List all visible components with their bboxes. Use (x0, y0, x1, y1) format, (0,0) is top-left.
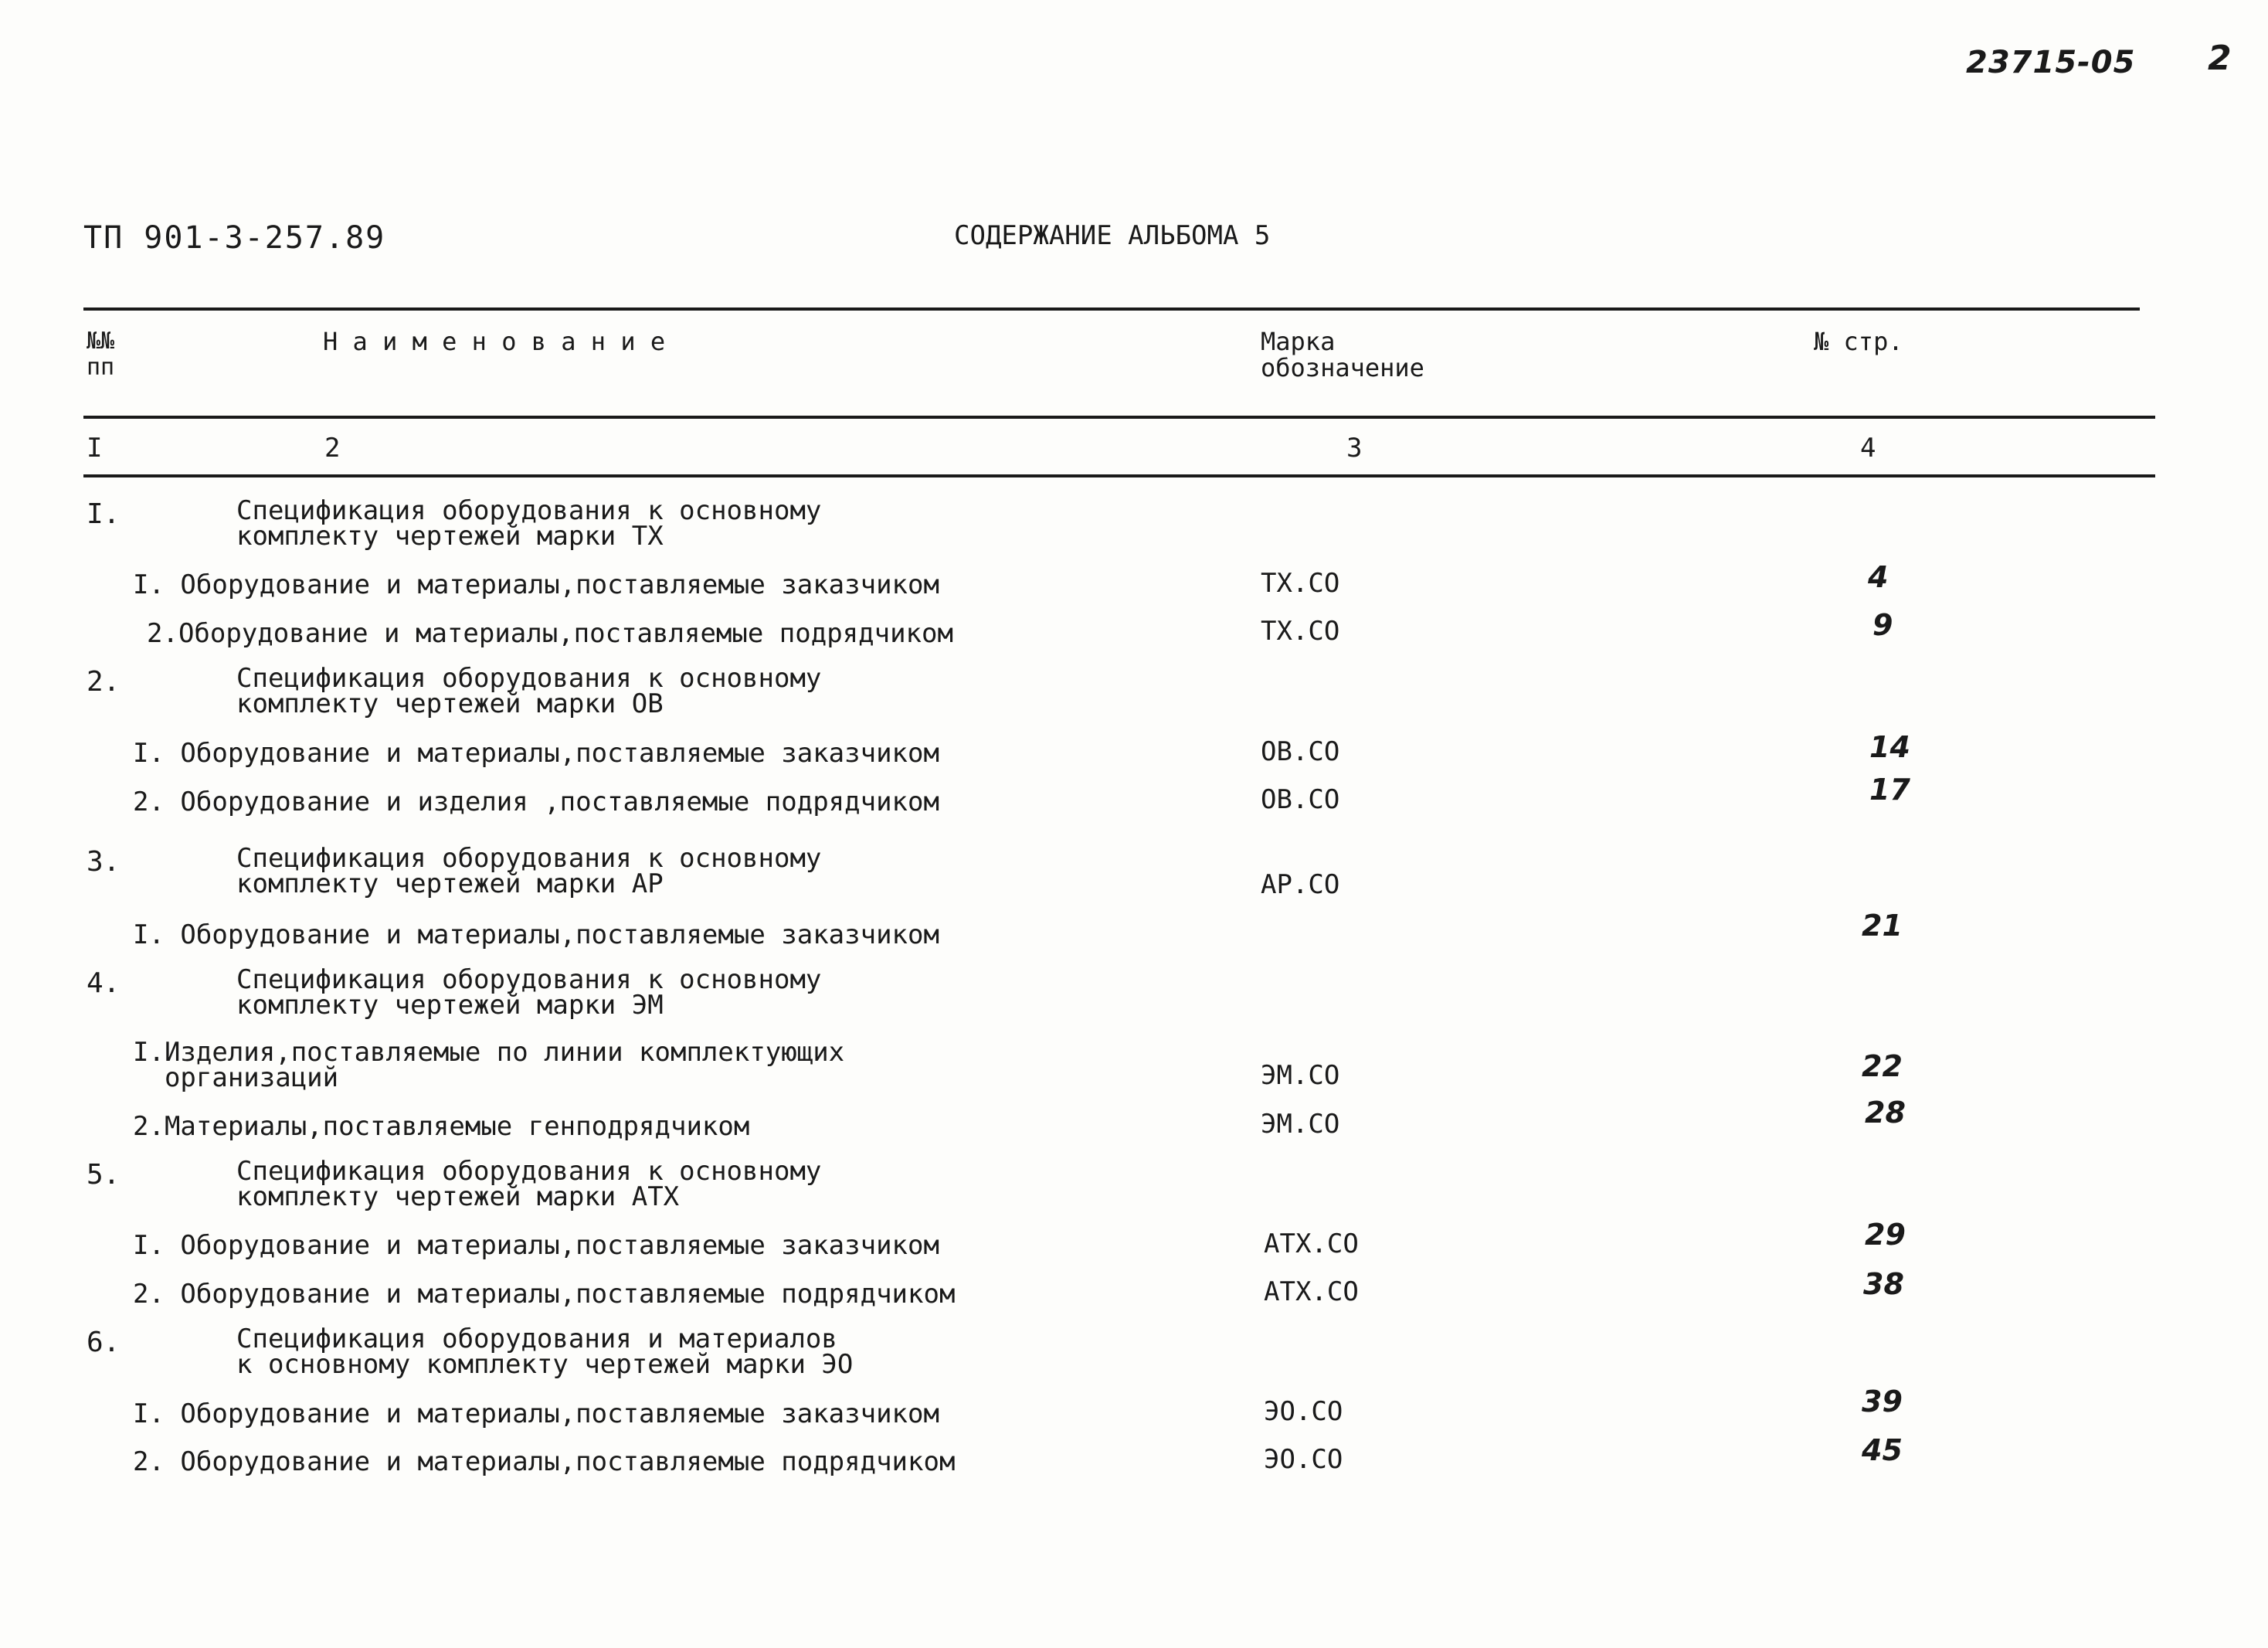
list-item-text: 2. Оборудование и материалы,поставляемые подрядчиком (133, 1446, 956, 1477)
list-item-text: 2.Оборудование и материалы,поставляемые подрядчиком (147, 618, 953, 649)
list-item-page: 28 (1865, 1096, 1906, 1130)
list-item-text: I. Оборудование и материалы,поставляемые заказчиком (133, 1230, 939, 1261)
section-number: 2. (87, 666, 121, 698)
list-item-page: 39 (1862, 1385, 1903, 1419)
list-item-page: 45 (1862, 1433, 1903, 1467)
list-item-page: 22 (1862, 1049, 1903, 1083)
list-item-mark: АТХ.СО (1264, 1276, 1359, 1307)
list-item-text: I. Оборудование и материалы,поставляемые заказчиком (133, 569, 939, 600)
list-item-mark: ЭМ.СО (1261, 1060, 1340, 1091)
list-item-text: 2. Оборудование и изделия ,поставляемые подрядчиком (133, 787, 939, 817)
list-item-text: I. Оборудование и материалы,поставляемые заказчиком (133, 919, 939, 950)
list-item-text: 2.Материалы,поставляемые генподрядчиком (133, 1111, 750, 1142)
list-item-page: 4 (1868, 560, 1889, 594)
list-item-page: 9 (1872, 608, 1893, 642)
list-item-text: I. Оборудование и материалы,поставляемые заказчиком (133, 738, 939, 769)
section-number: 3. (87, 846, 121, 878)
header-mark: Марка обозначение (1261, 327, 1424, 382)
list-item-mark: ТХ.СО (1261, 568, 1340, 599)
section-title: Спецификация оборудования и материалов к основному комплекту чертежей марки ЭО (236, 1323, 854, 1380)
list-item-mark: АТХ.СО (1264, 1228, 1359, 1259)
header-page: № стр. (1814, 327, 1903, 356)
column-number-3: 3 (1346, 433, 1363, 464)
list-item-mark: ЭО.СО (1264, 1396, 1343, 1427)
list-item-text: 2. Оборудование и материалы,поставляемые подрядчиком (133, 1279, 956, 1310)
list-item-page: 14 (1869, 730, 1910, 764)
list-item-mark: ТХ.СО (1261, 616, 1340, 647)
document-code: ТП 901-3-257.89 (83, 220, 386, 256)
section-title: Спецификация оборудования к основному комплекту чертежей марки АР (236, 843, 822, 899)
column-number-2: 2 (324, 433, 341, 464)
list-item-page: 17 (1869, 773, 1910, 807)
list-item-mark: ЭО.СО (1264, 1444, 1343, 1475)
section-number: 5. (87, 1159, 121, 1191)
header-bottom-rule (83, 416, 2155, 419)
section-number: 4. (87, 967, 121, 999)
list-item-page: 21 (1862, 909, 1903, 943)
section-title: Спецификация оборудования к основному комплекту чертежей марки АТХ (236, 1156, 822, 1212)
section-title: Спецификация оборудования к основному комплекту чертежей марки ЭМ (236, 964, 822, 1021)
list-item-mark: ОВ.СО (1261, 784, 1340, 815)
section-number: I. (87, 498, 121, 530)
list-item-text: I. Оборудование и материалы,поставляемые заказчиком (133, 1398, 939, 1429)
page-title: СОДЕРЖАНИЕ АЛЬБОМА 5 (954, 220, 1271, 251)
list-item-page: 29 (1865, 1218, 1906, 1252)
section-title: Спецификация оборудования к основному комплекту чертежей марки ТХ (236, 495, 822, 552)
section-number: 6. (87, 1327, 121, 1358)
section-mark: АР.СО (1261, 869, 1340, 900)
list-item-text: I.Изделия,поставляемые по линии комплектующих организаций (133, 1037, 845, 1093)
header-name: Н а и м е н о в а н и е (323, 327, 666, 356)
header-num: №№ пп (87, 328, 115, 381)
column-number-1: I (87, 433, 103, 464)
list-item-mark: ЭМ.СО (1261, 1109, 1340, 1140)
list-item-mark: ОВ.СО (1261, 736, 1340, 767)
handwritten-archive-number: 23715-05 (1966, 45, 2136, 80)
column-numbers-rule (83, 474, 2155, 477)
table-top-rule (83, 308, 2140, 311)
page-number: 2 (2208, 39, 2232, 78)
list-item-page: 38 (1863, 1267, 1904, 1301)
section-title: Спецификация оборудования к основному комплекту чертежей марки ОВ (236, 663, 822, 719)
column-number-4: 4 (1860, 433, 1876, 464)
